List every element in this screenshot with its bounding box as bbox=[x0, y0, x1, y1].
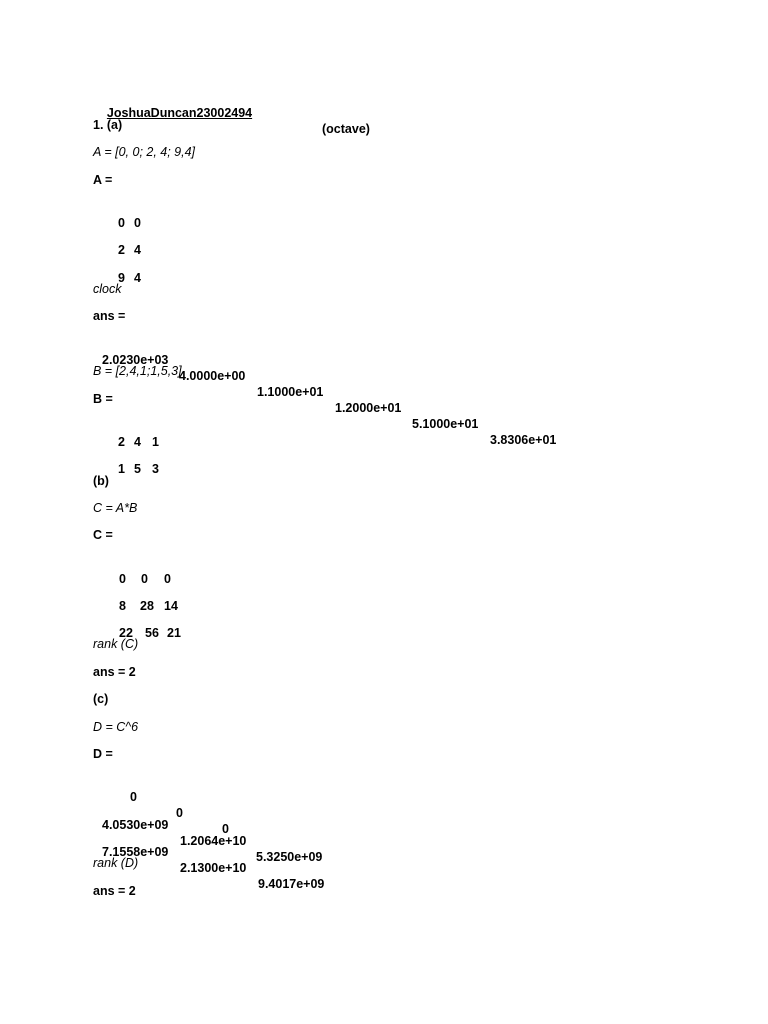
matrix-cell: 2.1300e+10 bbox=[180, 861, 247, 875]
matrix-cell: 9.4017e+09 bbox=[258, 877, 325, 891]
matrix-cell: 4 bbox=[133, 243, 141, 257]
matrix-C-row bbox=[97, 609, 181, 640]
matrix-cell: 0 bbox=[133, 216, 141, 230]
matrix-C-label: C = bbox=[93, 528, 113, 542]
matrix-cell: 4.0530e+09 bbox=[102, 818, 169, 832]
matrix-B-row bbox=[102, 418, 159, 449]
matrix-A-label: A = bbox=[93, 173, 113, 187]
matrix-D-label: D = bbox=[93, 747, 113, 761]
question-1a-heading: 1. (a) bbox=[93, 118, 123, 132]
matrix-cell: 1.2064e+10 bbox=[180, 834, 247, 848]
command-define-A: A = [0, 0; 2, 4; 9,4] bbox=[93, 145, 196, 159]
matrix-cell: 8 bbox=[118, 599, 126, 613]
rank-C-answer: ans = 2 bbox=[93, 665, 136, 679]
matrix-cell: 7.1558e+09 bbox=[102, 845, 169, 859]
command-clock: clock bbox=[93, 282, 122, 296]
clock-value: 1.2000e+01 bbox=[335, 401, 402, 415]
matrix-B-row bbox=[102, 445, 159, 476]
matrix-cell: 28 bbox=[140, 599, 154, 613]
question-1c-heading: (c) bbox=[93, 692, 109, 706]
matrix-cell: 2 bbox=[117, 435, 125, 449]
matrix-cell: 22 bbox=[119, 626, 133, 640]
matrix-C-row bbox=[97, 555, 171, 586]
matrix-cell: 0 bbox=[176, 806, 183, 820]
clock-value: 3.8306e+01 bbox=[490, 433, 557, 447]
clock-value: 4.0000e+00 bbox=[179, 369, 246, 383]
matrix-cell: 3 bbox=[151, 462, 159, 476]
document-page bbox=[93, 0, 753, 1024]
command-rank-D: rank (D) bbox=[93, 856, 139, 870]
matrix-A-row bbox=[102, 199, 141, 230]
matrix-A-row bbox=[102, 254, 141, 285]
matrix-cell: 0 bbox=[130, 790, 137, 804]
matrix-B-label: B = bbox=[93, 392, 113, 406]
author-id: JoshuaDuncan23002494 bbox=[106, 106, 253, 120]
matrix-cell: 5.3250e+09 bbox=[256, 850, 323, 864]
command-define-D: D = C^6 bbox=[93, 720, 139, 734]
matrix-cell: 4 bbox=[133, 271, 141, 285]
matrix-cell: 0 bbox=[140, 572, 148, 586]
matrix-cell: 1 bbox=[151, 435, 159, 449]
matrix-A-row bbox=[102, 226, 141, 257]
matrix-cell: 5 bbox=[133, 462, 141, 476]
command-rank-C: rank (C) bbox=[93, 637, 139, 651]
matrix-C-row bbox=[97, 582, 178, 613]
clock-value: 2.0230e+03 bbox=[102, 353, 169, 367]
matrix-cell: 14 bbox=[164, 599, 178, 613]
command-define-B: B = [2,4,1;1,5,3] bbox=[93, 364, 182, 378]
matrix-cell: 21 bbox=[167, 626, 181, 640]
matrix-cell: 1 bbox=[117, 462, 125, 476]
matrix-cell: 4 bbox=[133, 435, 141, 449]
tool-label: (octave) bbox=[322, 122, 370, 136]
rank-D-answer: ans = 2 bbox=[93, 884, 136, 898]
matrix-cell: 56 bbox=[145, 626, 159, 640]
clock-value: 1.1000e+01 bbox=[257, 385, 324, 399]
command-define-C: C = A*B bbox=[93, 501, 138, 515]
matrix-cell: 2 bbox=[117, 243, 125, 257]
clock-ans-label: ans = bbox=[93, 309, 126, 323]
matrix-cell: 0 bbox=[118, 572, 126, 586]
question-1b-heading: (b) bbox=[93, 474, 109, 488]
matrix-cell: 0 bbox=[163, 572, 171, 586]
matrix-cell: 0 bbox=[117, 216, 125, 230]
matrix-cell: 0 bbox=[222, 822, 229, 836]
matrix-cell: 9 bbox=[117, 271, 125, 285]
clock-value: 5.1000e+01 bbox=[412, 417, 479, 431]
